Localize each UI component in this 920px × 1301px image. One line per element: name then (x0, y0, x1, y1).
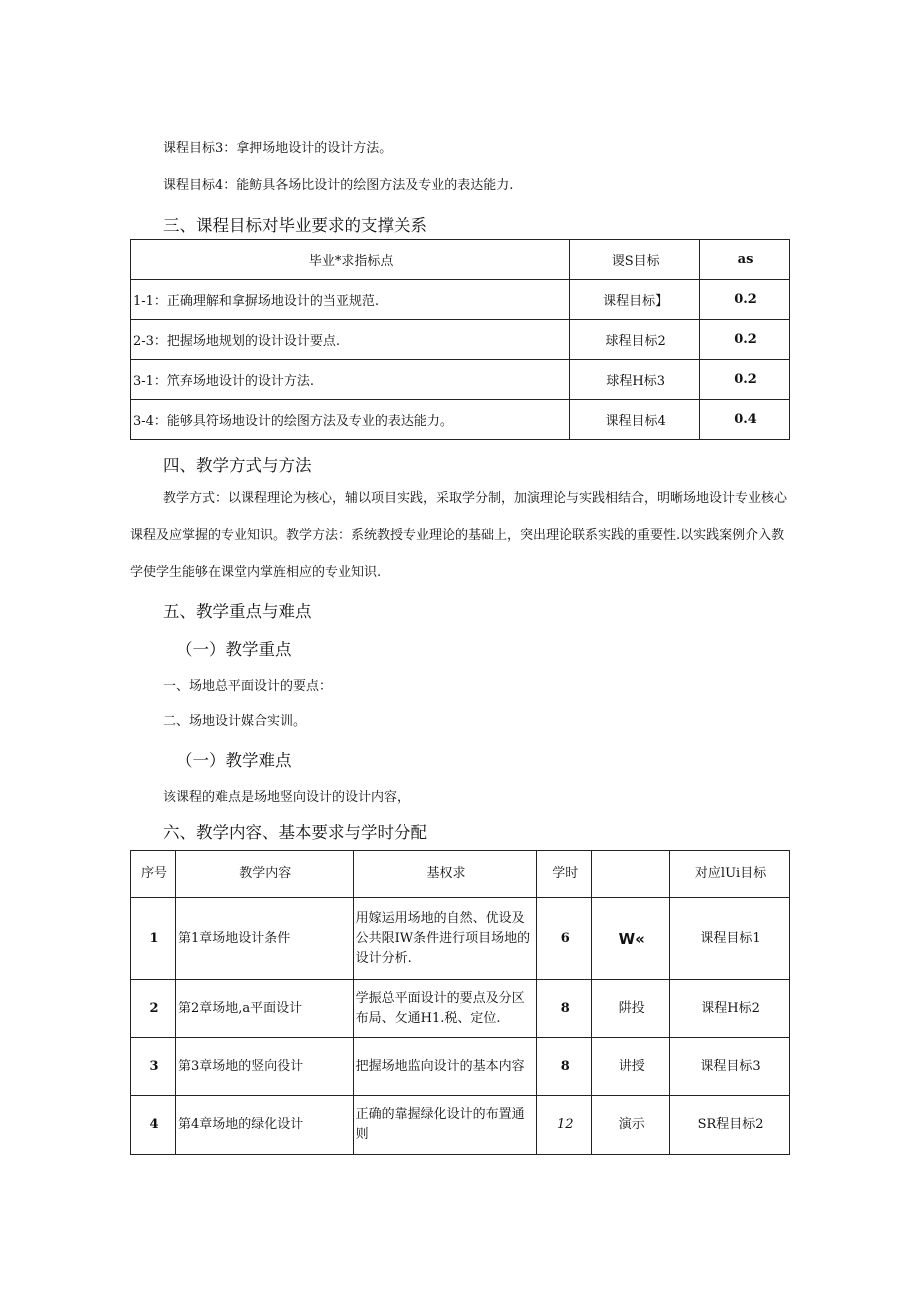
goal-3-text: 课程目标3：拿押场地设计的设计方法。 (163, 141, 393, 156)
row-requirement: 把握场地监向设计的基本内容 (353, 1038, 537, 1096)
row-content: 第1章场地设计条件 (175, 898, 353, 980)
difficulty-text: 该课程的难点是场地竖向设计的设计内容， (163, 790, 411, 805)
header-course-goal: 谡S目标 (570, 240, 700, 280)
row-method: 演示 (592, 1096, 670, 1155)
row-requirement: 用嫁运用场地的自然、优设及公共限IW条件进行项目场地的设计分析. (353, 898, 537, 980)
section-4-heading: 四、教学方式与方法 (163, 456, 312, 475)
paragraph-line-2: 业核心课程及应掌握的专业知识。教学方法：系统教授专业理论的基础上，突出理论联系实践的重要性.以 (130, 491, 788, 543)
row-content: 第4章场地的绿化设计 (175, 1096, 353, 1155)
header-weight: as (700, 240, 790, 280)
row-hours: 12 (537, 1096, 592, 1155)
header-method (592, 851, 670, 898)
row-hours: 8 (537, 1038, 592, 1096)
header-requirement: 基权求 (353, 851, 537, 898)
support-relation-table (130, 239, 790, 440)
row-no: 3 (131, 1038, 176, 1096)
indicator-cell: 2-3：把握场地规划的设计设计要点. (131, 320, 570, 360)
paragraph-line-1: 教学方式：以课程理论为核心，辅以项目实践，采取学分制，加演理论与实践相结合，明晰场地设计专 (163, 491, 749, 506)
table-row (131, 980, 790, 1038)
row-requirement: 学振总平面设计的要点及分区布局、攵通H1.税、定位. (353, 980, 537, 1038)
paragraph-line-3: 实践案例介入教学使学生能够在课堂内掌旌相应的专业知识. (130, 528, 785, 580)
row-method: 阱投 (592, 980, 670, 1038)
table-row (131, 1038, 790, 1096)
row-goal: 课程H标2 (670, 980, 790, 1038)
indicator-cell: 3-1：笊弃场地设计的设计方法. (131, 360, 570, 400)
row-no: 4 (131, 1096, 176, 1155)
section-3-heading: 三、课程目标对毕业要求的支撑关系 (163, 216, 427, 235)
table-row (131, 898, 790, 980)
row-content: 第3章场地的竖向役计 (175, 1038, 353, 1096)
goal-cell: 课程目标】 (570, 280, 700, 320)
table-row (131, 360, 790, 400)
key-point-1: 一、场地总平面设计的要点： (163, 679, 333, 694)
indicator-cell: 1-1：正确理解和拿摒场地设计的当亚规范. (131, 280, 570, 320)
row-hours: 8 (537, 980, 592, 1038)
header-goal: 对应lUi目标 (670, 851, 790, 898)
key-point-2: 二、场地设计媒合实训。 (163, 714, 307, 729)
section-5-heading: 五、教学重点与难点 (163, 602, 312, 621)
header-content: 教学内容 (175, 851, 353, 898)
teaching-methods-paragraph (130, 480, 790, 591)
weight-cell: 0.2 (700, 280, 790, 320)
header-no: 序号 (131, 851, 176, 898)
section-6-heading: 六、教学内容、基本要求与学时分配 (163, 823, 427, 842)
row-no: 2 (131, 980, 176, 1038)
table-row (131, 320, 790, 360)
table-row (131, 1096, 790, 1155)
row-hours: 6 (537, 898, 592, 980)
goal-cell: 球程H标3 (570, 360, 700, 400)
goal-cell: 课程目标4 (570, 400, 700, 440)
goal-4-text: 课程目标4：能鲂具各场比设计的绘图方法及专业的表达能力. (163, 178, 514, 193)
content-hours-table (130, 850, 790, 1155)
table-row (131, 400, 790, 440)
weight-cell: 0.4 (700, 400, 790, 440)
weight-cell: 0.2 (700, 360, 790, 400)
indicator-cell: 3-4：能够具符场地设计的绘图方法及专业的表达能力。 (131, 400, 570, 440)
difficulties-subheading: （一）教学难点 (176, 751, 292, 770)
header-indicator: 毕业*求指标点 (131, 240, 570, 280)
row-content: 第2章场地,a平面设计 (175, 980, 353, 1038)
row-method: W« (592, 898, 670, 980)
row-method: 讲授 (592, 1038, 670, 1096)
row-goal: SR程目标2 (670, 1096, 790, 1155)
key-points-subheading: （一）教学重点 (176, 640, 292, 659)
goal-cell: 球程目标2 (570, 320, 700, 360)
row-goal: 课程目标3 (670, 1038, 790, 1096)
row-goal: 课程目标1 (670, 898, 790, 980)
table-header-row (131, 240, 790, 280)
table-header-row (131, 851, 790, 898)
weight-cell: 0.2 (700, 320, 790, 360)
table-row (131, 280, 790, 320)
row-requirement: 正确的靠握绿化设计的布置通则 (353, 1096, 537, 1155)
row-no: 1 (131, 898, 176, 980)
header-hours: 学时 (537, 851, 592, 898)
